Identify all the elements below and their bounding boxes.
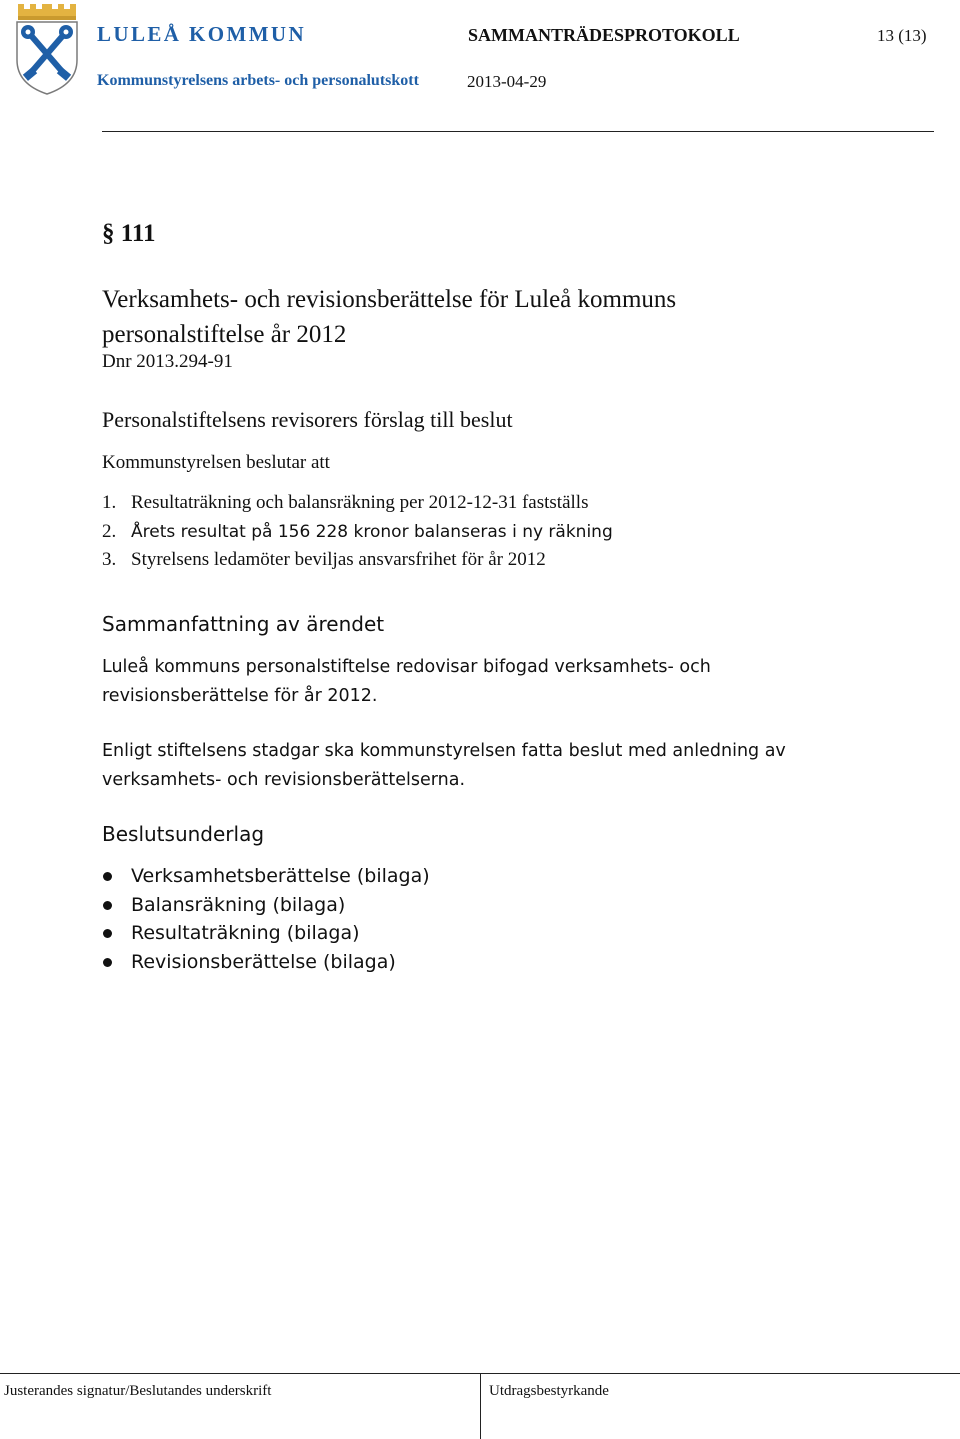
meeting-date: 2013-04-29 [467,72,547,91]
list-item-text: Revisionsberättelse (bilaga) [131,950,396,973]
paragraph-line: Luleå kommuns personalstiftelse redovisar bifogad verksamhets- och [102,657,711,677]
bullet-icon [103,901,112,910]
list-item-number: 3. [102,549,117,570]
paragraph-line: revisionsberättelse för år 2012. [102,685,378,706]
paragraph-line: verksamhets- och revisionsberättelserna. [102,769,466,790]
basis-heading: Beslutsunderlag [102,822,265,846]
list-item-text: Resultaträkning (bilaga) [131,922,360,944]
certification-label: Utdragsbestyrkande [489,1383,609,1399]
organization-name: LULEÅ KOMMUN [97,22,307,46]
list-item-text: Resultaträkning och balansräkning per 2012-12-31 fastställs [131,492,589,513]
bullet-icon [103,958,112,967]
list-item [102,919,430,948]
footer-column-divider [480,1373,481,1439]
paragraph-line: Enligt stiftelsens stadgar ska kommunstyrelsen fatta beslut med anledning av [102,741,786,761]
case-number: Dnr 2013.294-91 [102,351,233,372]
list-item-text: Balansräkning (bilaga) [131,893,346,916]
list-item [102,546,613,575]
page-number: 13 (13) [877,26,927,45]
summary-paragraph [102,653,892,710]
decision-intro: Kommunstyrelsen beslutar att [102,452,330,473]
section-title-line: Verksamhets- och revisionsberättelse för Luleå kommuns [102,286,677,313]
section-title [102,282,882,352]
summary-paragraph [102,737,892,794]
decision-list [102,489,613,575]
committee-name: Kommunstyrelsens arbets- och personalutskott [97,72,419,89]
list-item [102,518,613,547]
list-item [102,948,430,977]
proposal-heading: Personalstiftelsens revisorers förslag till beslut [102,407,513,432]
document-type: SAMMANTRÄDESPROTOKOLL [468,25,740,45]
list-item-text: Årets resultat på 156 228 kronor balanseras i ny räkning [131,521,613,542]
header-divider [102,131,934,132]
signature-label: Justerandes signatur/Beslutandes underskrift [4,1383,272,1399]
summary-heading: Sammanfattning av ärendet [102,612,385,636]
coat-of-arms-logo [12,2,82,96]
list-item [102,891,430,920]
list-item-text: Verksamhetsberättelse (bilaga) [131,865,430,887]
list-item [102,862,430,891]
bullet-icon [103,929,112,938]
basis-list [102,862,430,976]
list-item [102,489,613,518]
list-item-text: Styrelsens ledamöter beviljas ansvarsfrihet för år 2012 [131,549,546,570]
section-number: § 111 [102,220,156,247]
list-item-number: 1. [102,492,117,513]
signature-footer [0,1373,960,1439]
bullet-icon [103,872,112,881]
section-title-line: personalstiftelse år 2012 [102,321,347,348]
list-item-number: 2. [102,520,117,542]
